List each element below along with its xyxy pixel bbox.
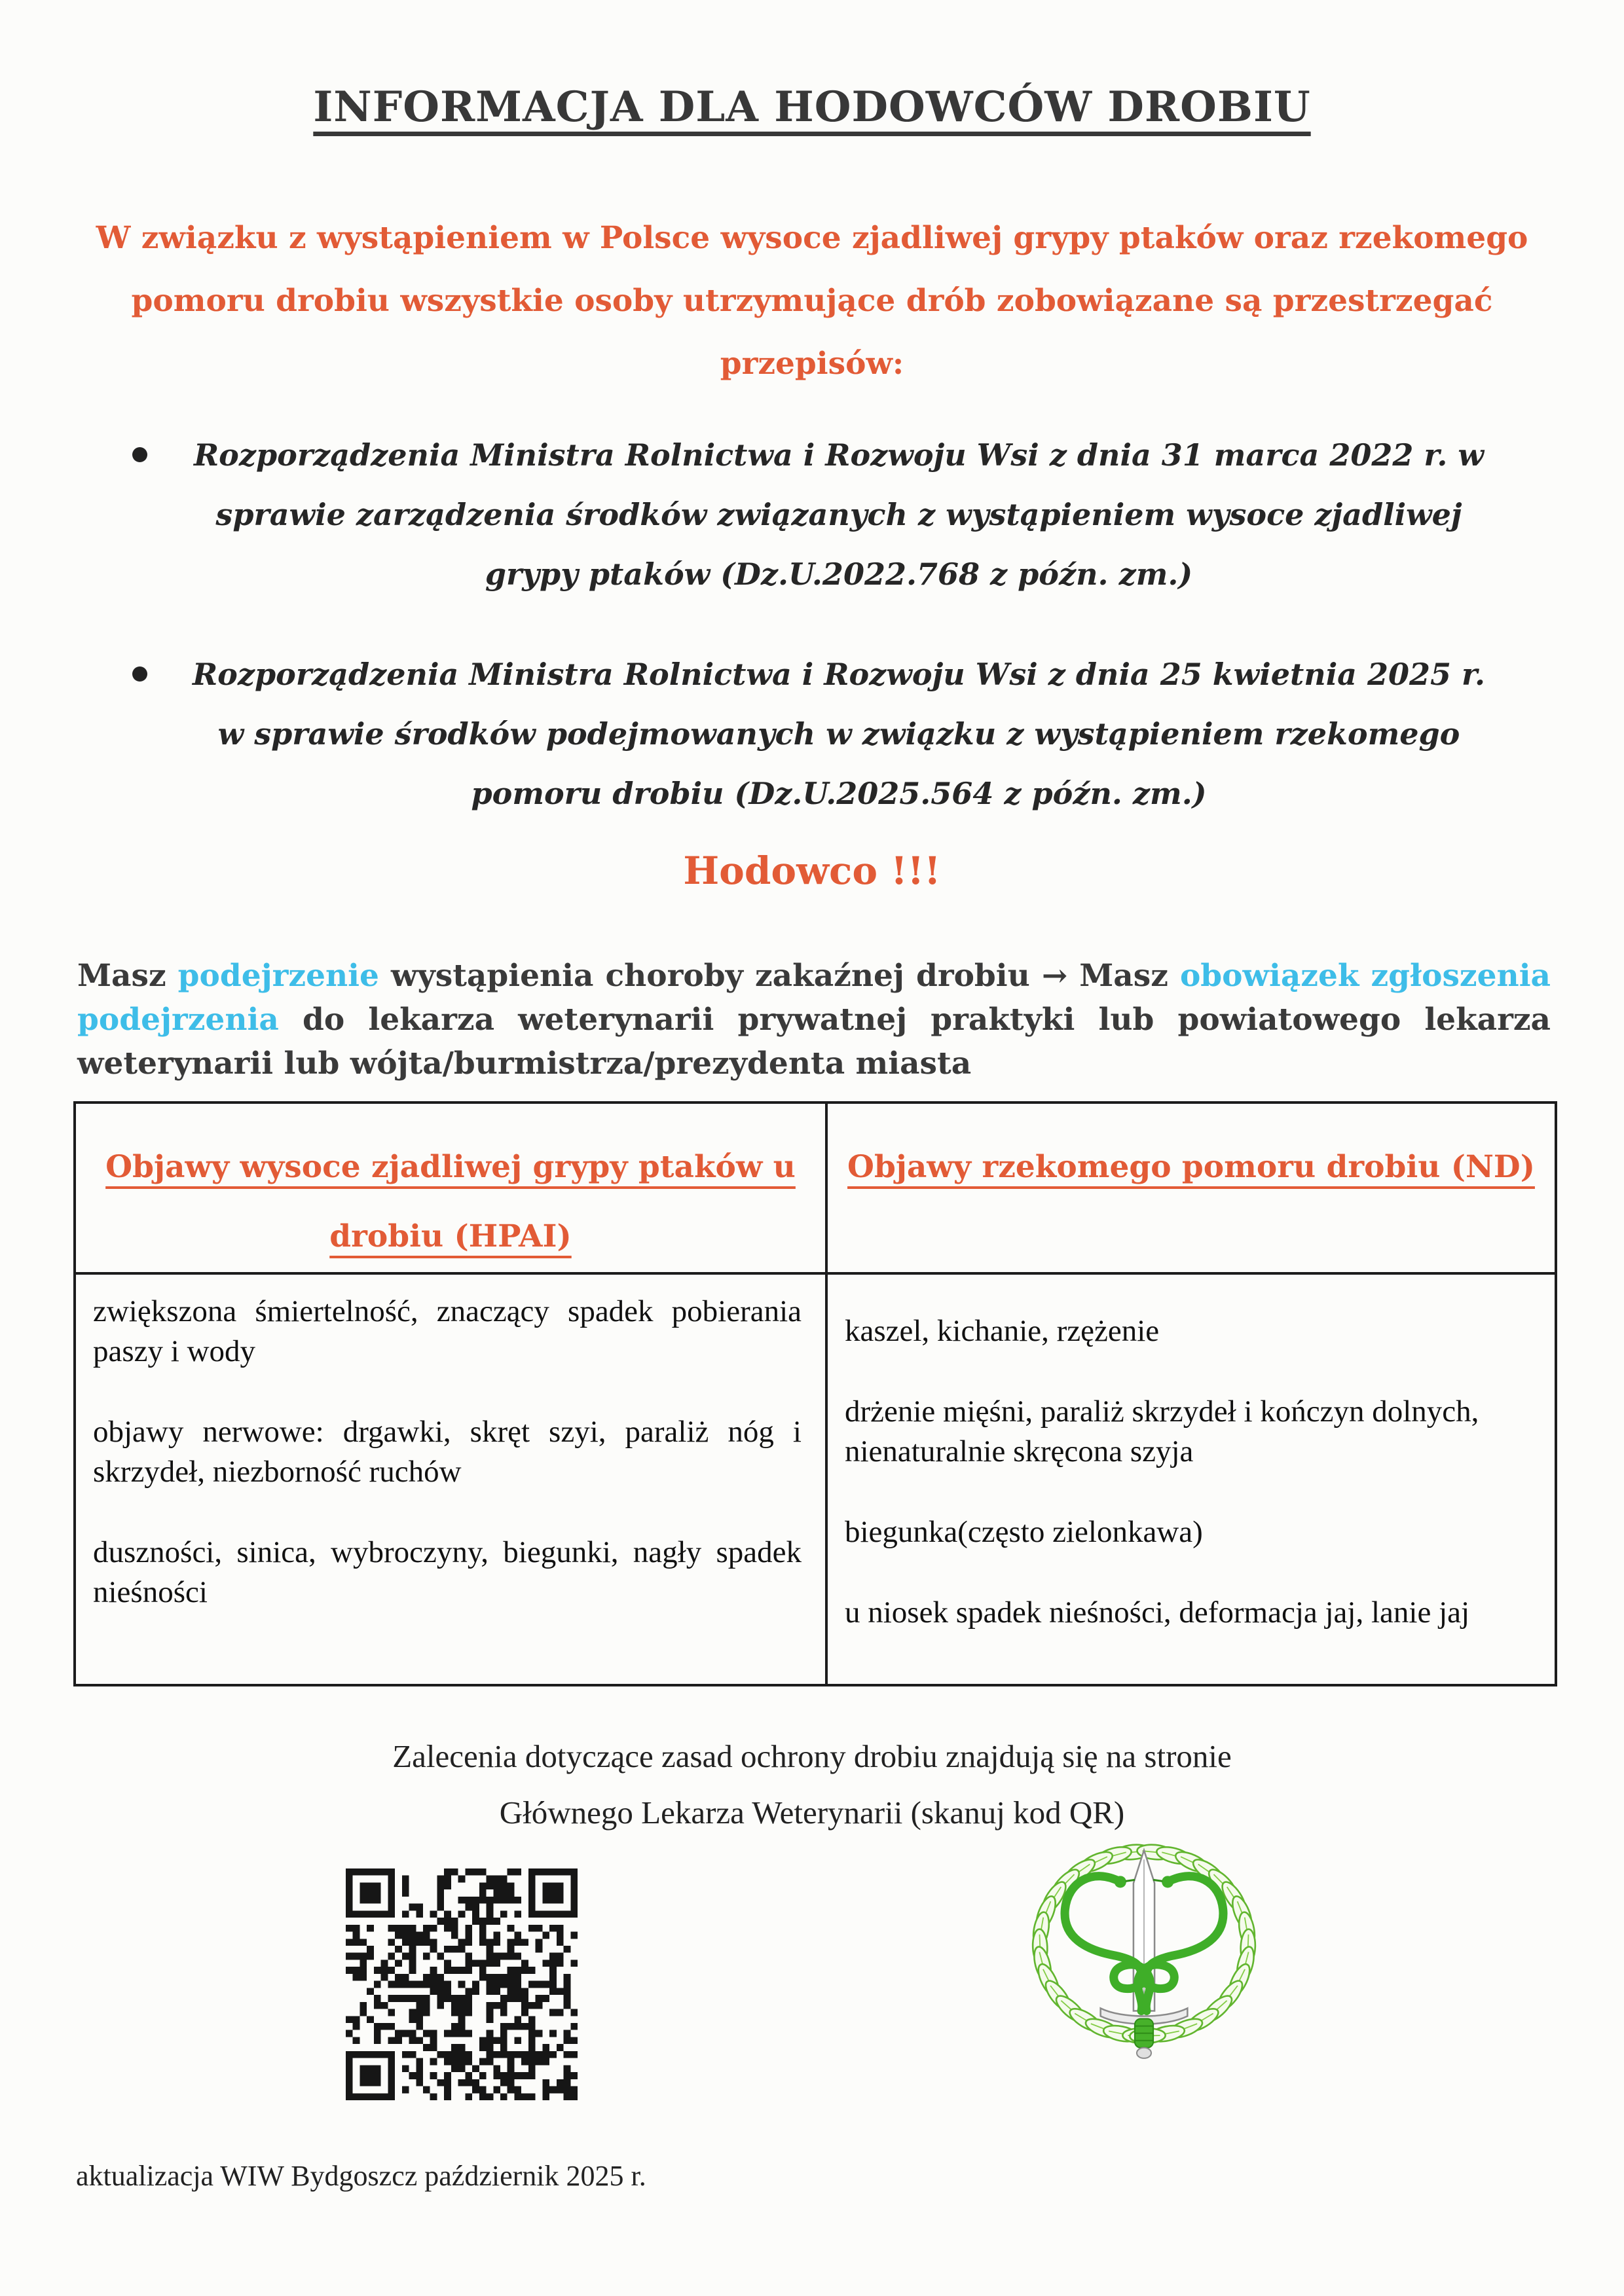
list-item xyxy=(98,645,1521,824)
notice-segment: Masz xyxy=(77,958,178,994)
symptom-item: objawy nerwowe: drgawki, skręt szyi, paraliż nóg i skrzydeł, niezborność ruchów xyxy=(93,1415,802,1489)
symptom-item: drżenie mięśni, paraliż skrzydeł i kończyn dolnych, nienaturalnie skręcona szyja xyxy=(845,1394,1479,1468)
column-header-nd: Objawy rzekomego pomoru drobiu (ND) xyxy=(826,1102,1556,1273)
symptom-item: duszności, sinica, wybroczyny, biegunki, nagły spadek nieśności xyxy=(93,1535,802,1609)
alert-heading: Hodowco !!! xyxy=(683,848,941,893)
notice-segment: do lekarza weterynarii prywatnej praktyki lub powiatowego lekarza weterynarii lub wójta/burmistrza/prezydenta miasta xyxy=(77,1002,1551,1082)
qr-instructions xyxy=(0,1728,1624,1841)
page-title xyxy=(0,82,1624,132)
symptom-item: zwiększona śmiertelność, znaczący spadek pobierania paszy i wody xyxy=(93,1294,802,1368)
intro-paragraph: W związku z wystąpieniem w Polsce wysoce zjadliwej grypy ptaków oraz rzekomego pomoru drobiu wszystkie osoby utrzymujące drób zobowiązane są przestrzegać przepisów: xyxy=(96,220,1528,382)
notice-segment-highlight: obowiązek zgłoszenia podejrzenia xyxy=(77,958,1551,1038)
qr-instructions-line1: Zalecenia dotyczące zasad ochrony drobiu znajdują się na stronie xyxy=(392,1738,1232,1774)
column-header-hpai: Objawy wysoce zjadliwej grypy ptaków u drobiu (HPAI) xyxy=(75,1102,826,1273)
notice-segment-highlight: podejrzenie xyxy=(177,958,379,994)
bullet-icon xyxy=(132,447,147,462)
notice-segment: wystąpienia choroby zakaźnej drobiu → Masz xyxy=(378,958,1180,994)
qr-code-icon xyxy=(346,1868,578,2100)
footer-note: aktualizacja WIW Bydgoszcz październik 2025 r. xyxy=(76,2160,646,2192)
bullet-icon xyxy=(132,666,147,682)
nd-symptoms-cell xyxy=(826,1273,1556,1685)
table-body-row xyxy=(75,1273,1556,1685)
symptom-item: kaszel, kichanie, rzężenie xyxy=(845,1314,1160,1348)
qr-instructions-line2: Głównego Lekarza Weterynarii (skanuj kod QR) xyxy=(499,1795,1125,1831)
notice-paragraph xyxy=(77,954,1551,1085)
symptom-item: u niosek spadek nieśności, deformacja jaj, lanie jaj xyxy=(845,1595,1470,1630)
veterinary-inspection-emblem-icon xyxy=(1022,1841,1266,2065)
regulation-text: Rozporządzenia Ministra Rolnictwa i Rozwoju Wsi z dnia 31 marca 2022 r. w sprawie zarządzenia środków związanych z wystąpieniem wysoce zjadliwej grypy ptaków (Dz.U.2022.768 z późn. zm.) xyxy=(193,437,1485,592)
page-title-text: INFORMACJA DLA HODOWCÓW DROBIU xyxy=(313,82,1311,132)
regulations-list xyxy=(98,426,1521,864)
symptoms-table xyxy=(73,1101,1557,1686)
table-header-row xyxy=(75,1102,1556,1273)
symptom-item: biegunka(często zielonkawa) xyxy=(845,1515,1203,1549)
hpai-symptoms-cell xyxy=(75,1273,826,1685)
regulation-text: Rozporządzenia Ministra Rolnictwa i Rozwoju Wsi z dnia 25 kwietnia 2025 r. w sprawie środków podejmowanych w związku z wystąpieniem rzekomego pomoru drobiu (Dz.U.2025.564 z późn. zm.) xyxy=(192,657,1486,811)
list-item xyxy=(98,426,1521,604)
